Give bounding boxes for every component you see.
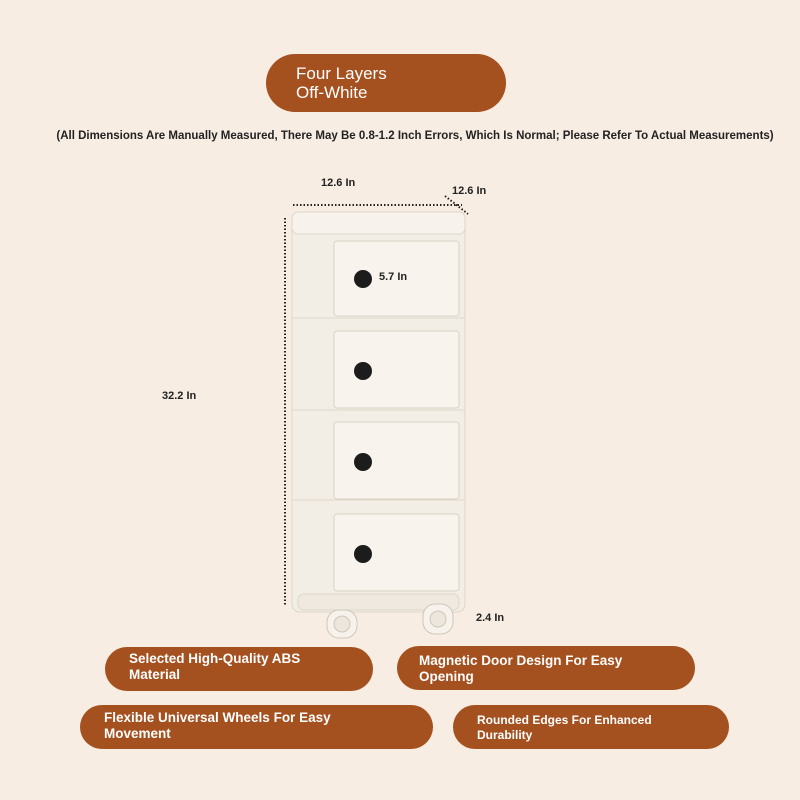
- wheel-hub: [430, 611, 446, 627]
- total-height-label: 32.2 In: [162, 390, 197, 402]
- drawer-front-2: [334, 331, 459, 408]
- knob-icon: [354, 545, 372, 563]
- title-line-1: Four Layers: [296, 64, 387, 83]
- drawer-height-label: 5.7 In: [379, 271, 408, 283]
- cabinet-top-tray: [292, 212, 465, 234]
- knob-icon: [354, 270, 372, 288]
- feature-badge-abs: [105, 647, 373, 691]
- width-label: 12.6 In: [321, 177, 356, 189]
- measurement-note: (All Dimensions Are Manually Measured, There May Be 0.8-1.2 Inch Errors, Which Is Normal; Please Refer To Actual Measurements): [56, 130, 774, 142]
- feature-line-2: Opening: [419, 669, 474, 684]
- drawer-front-3: [334, 422, 459, 499]
- wheel-hub: [334, 616, 350, 632]
- feature-badge-wheels: [80, 705, 433, 749]
- wheel-height-label: 2.4 In: [476, 612, 505, 624]
- feature-line-2: Material: [129, 667, 181, 682]
- depth-label: 12.6 In: [452, 185, 487, 197]
- feature-badge-rounded: [453, 705, 729, 749]
- title-line-2: Off-White: [296, 83, 368, 102]
- feature-line-1: Flexible Universal Wheels For Easy: [104, 710, 331, 725]
- knob-icon: [354, 453, 372, 471]
- drawer-front-4: [334, 514, 459, 591]
- feature-line-1: Selected High-Quality ABS: [129, 651, 301, 666]
- knob-icon: [354, 362, 372, 380]
- feature-badge-magnetic: [397, 646, 695, 690]
- feature-line-2: Movement: [104, 726, 171, 741]
- feature-line-2: Durability: [477, 728, 533, 742]
- feature-line-1: Magnetic Door Design For Easy: [419, 653, 623, 668]
- feature-line-1: Rounded Edges For Enhanced: [477, 713, 652, 727]
